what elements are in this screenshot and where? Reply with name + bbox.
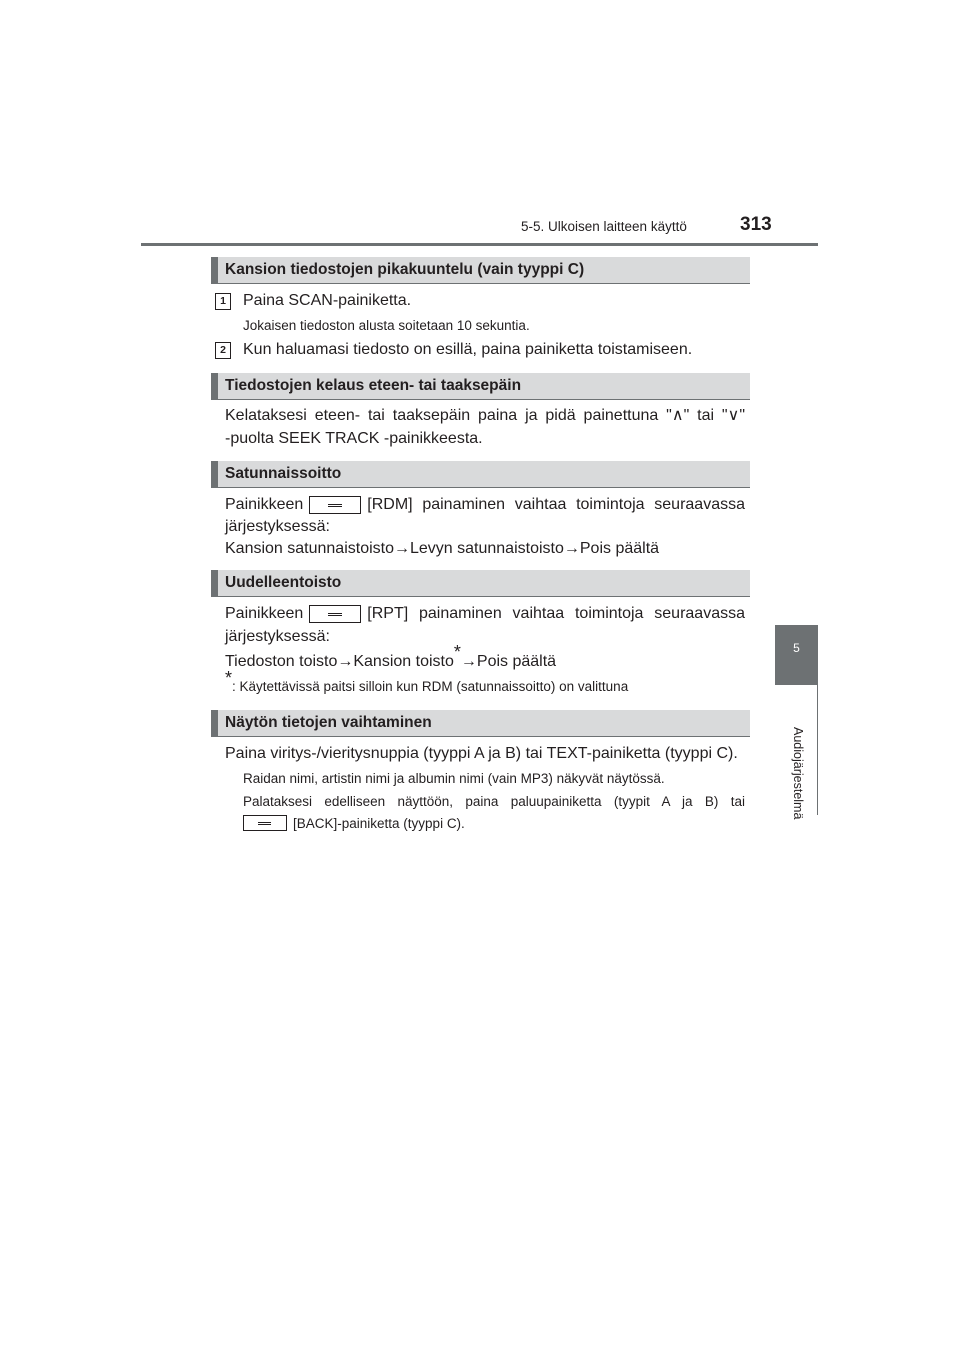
section-heading-random [211, 461, 750, 488]
step-number-badge: 2 [215, 342, 231, 359]
paragraph-line: Kelataksesi eteen- tai taaksepäin paina ja pidä painettuna "∧" tai "∨" [225, 407, 745, 424]
page-number: 313 [740, 214, 772, 235]
header-divider [141, 243, 818, 246]
sequence-item: Kansion toisto [353, 653, 454, 670]
chapter-label: Audiojärjestelmä [791, 727, 805, 820]
button-icon [243, 815, 287, 831]
section-heading-text: Uudelleentoisto [225, 574, 342, 591]
paragraph-text: [RPT] painaminen vaihtaa toimintoja seuraavassa [367, 605, 745, 622]
section-heading-repeat [211, 570, 750, 597]
section-heading-text: Satunnaissoitto [225, 465, 342, 482]
footnote [225, 667, 629, 694]
paragraph-line [225, 603, 745, 625]
section-heading-text: Tiedostojen kelaus eteen- tai taaksepäin [225, 377, 522, 394]
arrow-icon: → [460, 653, 477, 670]
note-line [237, 815, 465, 831]
note-line: Palataksesi edelliseen näyttöön, paina paluupainiketta (tyypit A ja B) tai [243, 794, 745, 809]
section-heading-seek [211, 373, 750, 400]
section-heading-display [211, 710, 750, 737]
step-text: Kun haluamasi tiedosto on esillä, paina painiketta toistamiseen. [243, 341, 693, 358]
footnote-text: : Käytettävissä paitsi silloin kun RDM (satunnaissoitto) on valittuna [232, 679, 629, 694]
paragraph-line [225, 494, 745, 516]
header-section-title: 5-5. Ulkoisen laitteen käyttö [521, 219, 687, 234]
arrow-icon: → [337, 653, 354, 670]
section-heading-quick-listen [211, 257, 750, 284]
footnote-marker: * [225, 667, 233, 688]
step-note: Jokaisen tiedoston alusta soitetaan 10 sekuntia. [243, 318, 530, 333]
note-line: Raidan nimi, artistin nimi ja albumin nimi (vain MP3) näkyvät näytössä. [243, 771, 665, 786]
sequence-item: Tiedoston toisto [225, 653, 338, 670]
step-text: Paina SCAN-painiketta. [243, 292, 412, 309]
button-icon [309, 605, 361, 623]
sequence-item: Pois päältä [579, 540, 660, 557]
sequence-item: Kansion satunnaistoisto [225, 540, 394, 557]
chapter-tab: 5 [775, 625, 818, 685]
sequence-line [225, 641, 557, 673]
paragraph-line: järjestyksessä: [225, 628, 330, 645]
arrow-icon: → [394, 540, 410, 557]
button-icon [309, 496, 361, 514]
sequence-item: Pois päältä [476, 653, 557, 670]
paragraph-line: -puolta SEEK TRACK -painikkeesta. [225, 430, 483, 447]
paragraph-line: järjestyksessä: [225, 518, 330, 535]
sequence-line [225, 538, 659, 560]
paragraph-line: Paina viritys-/vieritysnuppia (tyyppi A ja B) tai TEXT-painiketta (tyyppi C). [225, 745, 738, 762]
note-text: [BACK]-painiketta (tyyppi C). [293, 816, 465, 831]
paragraph-text: [RDM] painaminen vaihtaa toimintoja seuraavassa [367, 496, 745, 513]
section-heading-text: Näytön tietojen vaihtaminen [225, 714, 432, 731]
footnote-marker: * [453, 641, 461, 662]
section-heading-text: Kansion tiedostojen pikakuuntelu (vain tyyppi C) [225, 261, 585, 278]
paragraph-text: Painikkeen [225, 496, 304, 513]
sequence-item: Levyn satunnaistoisto [410, 540, 564, 557]
arrow-icon: → [563, 540, 580, 557]
paragraph-text: Painikkeen [225, 605, 304, 622]
chapter-tab-rule [817, 685, 818, 815]
step-number-badge: 1 [215, 293, 231, 310]
